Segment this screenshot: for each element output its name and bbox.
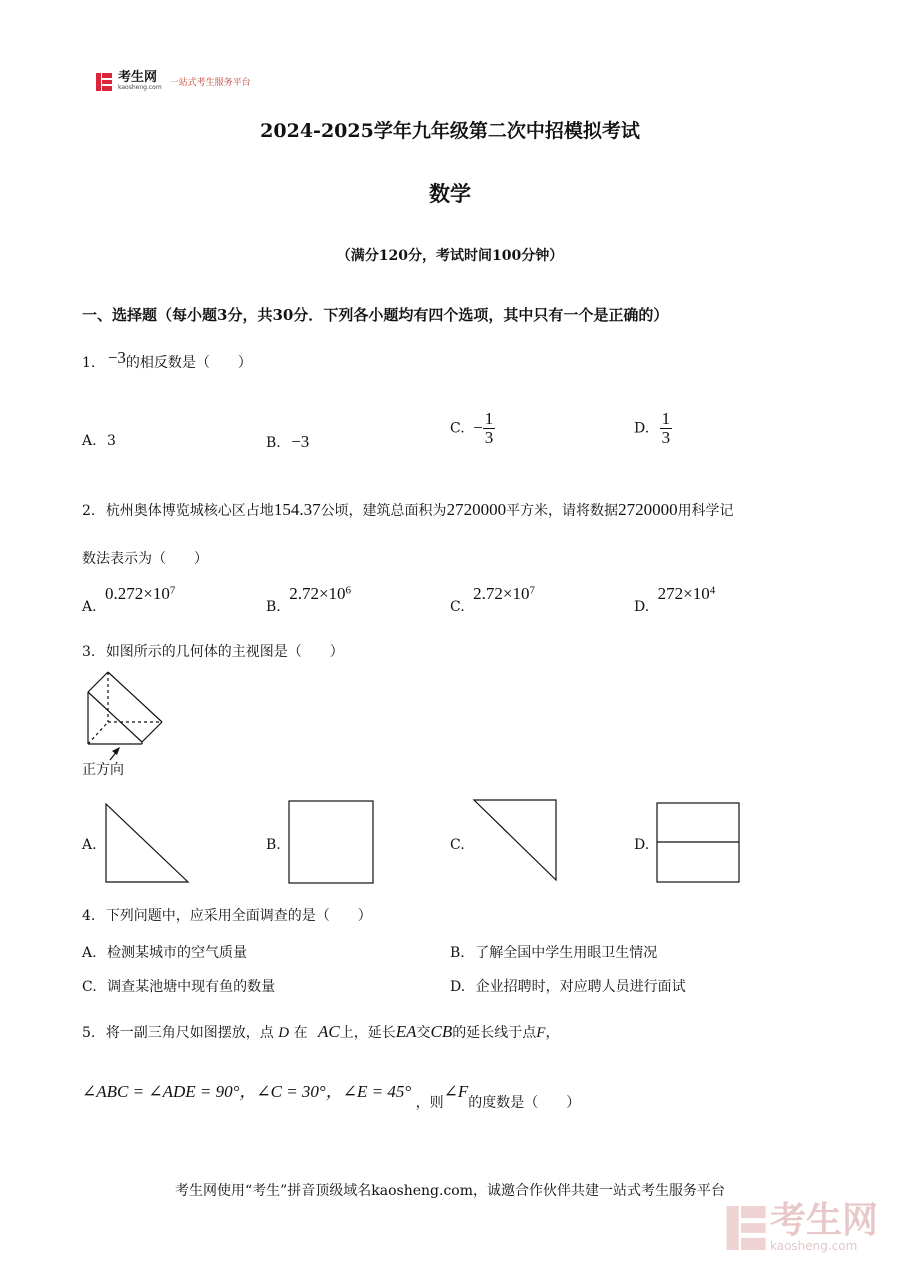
question-text: 下列问题中，应采用全面调查的是（ ） [105,908,372,924]
numerator: 1 [484,409,494,428]
option-label: A. [82,599,97,615]
watermark-text [769,1200,878,1253]
option-label: C. [450,420,465,437]
q4-option-b[interactable] [450,942,657,962]
watermark-url: kaosheng.com [769,1239,858,1253]
question-2-cont: 数法表示为（ ） [82,551,208,567]
q3-option-a-label[interactable]: A. [82,837,97,853]
option-value: −3 [291,432,310,451]
option-label: B. [450,945,465,961]
arrow-icon [112,747,120,755]
question-text: ，则 [415,1095,444,1111]
q3-option-b-label[interactable]: B. [266,837,281,853]
direction-label: 正方向 [82,762,124,778]
question-5 [82,1022,559,1043]
option-label: D. [634,599,650,615]
option-exponent: 4 [709,584,716,597]
math-angle: ∠F [443,1082,469,1101]
q1-option-d[interactable] [634,410,672,447]
q2-option-b[interactable] [266,584,352,615]
q4-option-d[interactable] [450,976,686,996]
logo-name: 考生网 [118,70,158,85]
option-exponent: 7 [169,584,176,597]
question-text: 的延长线于点 [452,1025,537,1041]
q3-option-b-figure [288,800,374,884]
logo-icon [96,73,112,91]
watermark-icon [726,1206,766,1250]
q2-option-c[interactable] [450,584,535,615]
math-expr: −3 [107,348,126,367]
question-text: 将一副三角尺如图摆放，点 [105,1025,274,1041]
math-condition: ∠ABC = ∠ADE = 90°，∠C = 30°，∠E = 45° [82,1082,412,1101]
q3-option-c-figure [472,798,558,882]
option-label: C. [82,979,97,995]
logo-text [118,72,162,91]
logo-url: kaosheng.com [118,84,162,91]
option-label: B. [266,599,281,615]
question-text: 上，延长 [339,1025,396,1041]
subject-title: 数学 [429,181,471,206]
question-text: ， [545,1025,560,1041]
option-exponent: 6 [345,584,352,597]
math-value: 2720000 [446,500,507,519]
logo-slogan: 一站式考生服务平台 [169,78,251,88]
section-heading: 一、选择题（每小题3分，共30分．下列各小题均有四个选项，其中只有一个是正确的） [82,306,669,324]
question-text: 的相反数是（ ） [125,355,252,371]
option-label: D. [450,979,466,995]
option-label: B. [266,435,281,451]
numerator: 1 [661,409,671,428]
question-text: 如图所示的几何体的主视图是（ ） [105,644,344,660]
math-segment: CB [430,1022,453,1041]
q3-option-c-label[interactable]: C. [450,837,465,853]
q1-option-b[interactable] [266,432,309,452]
math-segment: AC [318,1022,340,1041]
question-text: 用科学记 [677,503,734,519]
fraction [483,410,496,447]
q3-option-d-figure [656,802,742,884]
question-number: 4. [82,908,96,924]
page-footer: 考生网使用“考生”拼音顶级域名kaosheng.com，诚邀合作伙伴共建一站式考生服务平台 [174,1183,726,1199]
question-4 [82,906,372,926]
q1-option-a[interactable] [82,433,116,449]
q3-option-a-figure [104,802,190,884]
denominator: 3 [661,428,671,447]
option-label: C. [450,599,465,615]
option-exponent: 7 [529,584,535,597]
option-base: 0.272×10 [105,584,170,603]
exam-info: （满分120分，考试时间100分钟） [336,248,564,264]
option-base: 2.72×10 [473,584,530,603]
math-value: 2720000 [618,500,678,519]
question-text: 平方米，请将数据 [506,503,619,519]
question-text: 公顷，建筑总面积为 [320,503,447,519]
option-text: 了解全国中学生用眼卫生情况 [475,945,658,961]
denominator: 3 [484,428,494,447]
option-text: 调查某池塘中现有鱼的数量 [107,979,276,995]
q3-option-d-label[interactable]: D. [634,837,650,853]
math-segment: EA [395,1022,417,1041]
question-2 [82,500,842,521]
option-value: 3 [107,433,116,449]
question-1 [82,348,252,373]
watermark-logo [726,1200,878,1253]
site-logo [96,72,251,91]
math-point: D [278,1025,290,1041]
question-text: 的度数是（ ） [468,1095,581,1111]
question-number: 2. [82,503,96,519]
option-text: 企业招聘时，对应聘人员进行面试 [475,979,686,995]
question-text: 在 [293,1025,308,1041]
option-label: D. [634,420,650,437]
watermark-name: 考生网 [769,1200,878,1241]
fraction [660,410,673,447]
q4-option-a[interactable] [82,942,247,962]
question-number: 1. [82,355,96,371]
option-base: 272×10 [657,584,710,603]
option-base: 2.72×10 [289,584,346,603]
question-number: 5. [82,1025,96,1041]
option-label: A. [82,945,97,961]
q2-option-a[interactable] [82,584,176,615]
option-text: 检测某城市的空气质量 [107,945,248,961]
question-text: 杭州奥体博览城核心区占地 [105,503,274,519]
question-text: 交 [416,1025,431,1041]
question-number: 3. [82,644,96,660]
question-3 [82,642,344,662]
math-value: 154.37 [273,500,321,519]
question-5-cont [82,1082,581,1111]
option-sign: − [473,417,483,437]
exam-title: 2024-2025学年九年级第二次中招模拟考试 [260,120,640,142]
q4-option-c[interactable] [82,976,275,996]
q1-option-c[interactable] [450,410,495,447]
option-label: A. [82,433,97,449]
prism-figure [84,668,168,762]
q2-option-d[interactable] [634,584,716,615]
math-point: F [536,1025,546,1041]
